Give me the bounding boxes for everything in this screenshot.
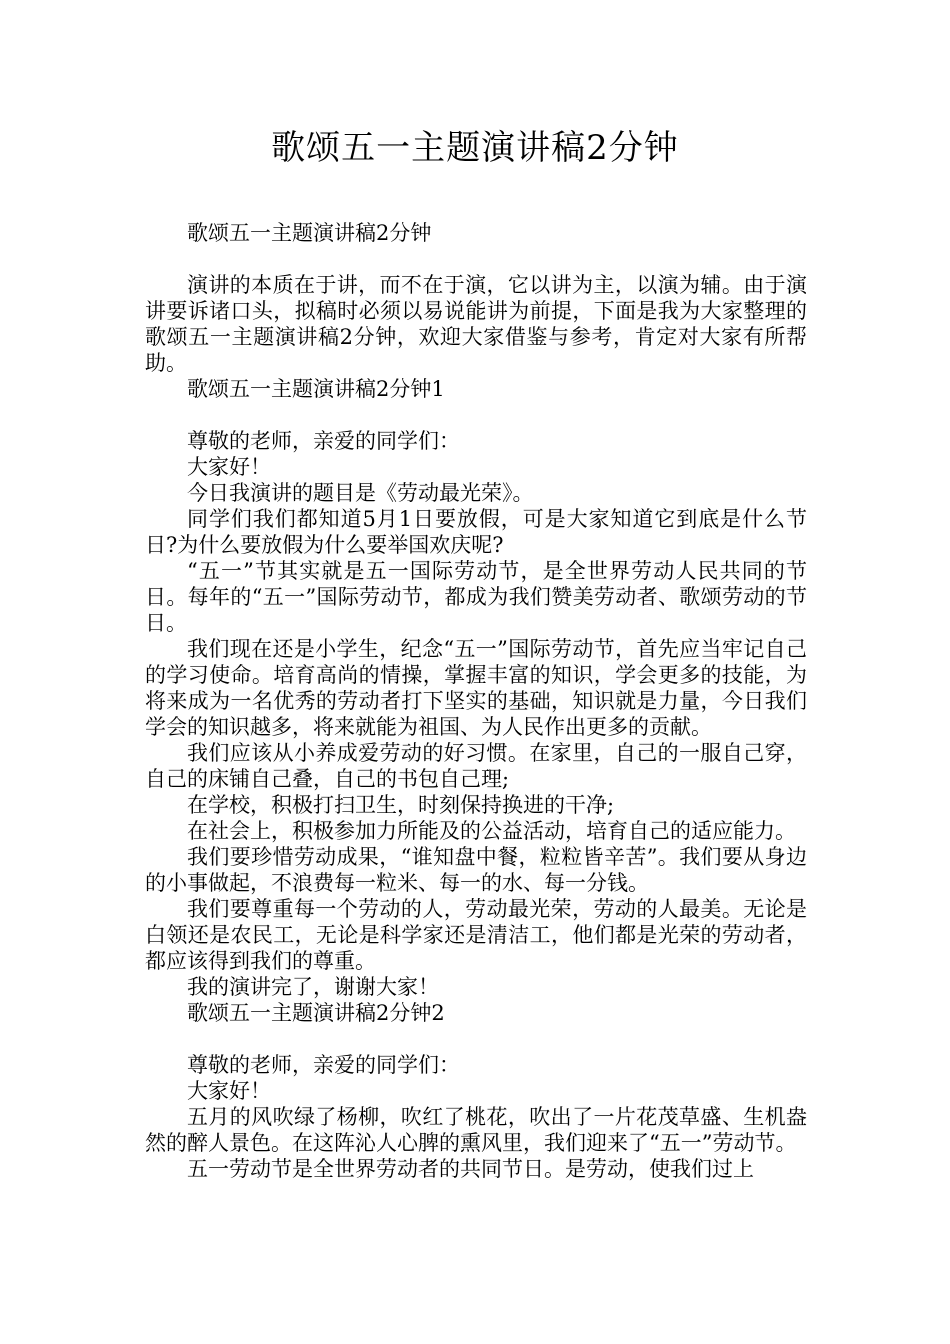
section-heading-1: 歌颂五一主题演讲稿2分钟1 [187, 377, 445, 401]
body-paragraph: 我们应该从小养成爱劳动的好习惯。在家里，自己的一服自己穿，自己的床铺自己叠，自己的书包自己理; [145, 741, 807, 791]
salutation-paragraph: 尊敬的老师，亲爱的同学们： [187, 429, 460, 453]
body-paragraph: 五月的风吹绿了杨柳，吹红了桃花，吹出了一片花茂草盛、生机盎然的醉人景色。在这阵沁人心脾的熏风里，我们迎来了“五一”劳动节。 [145, 1105, 807, 1155]
body-paragraph: 在社会上，积极参加力所能及的公益活动，培育自己的适应能力。 [187, 819, 796, 843]
document-title: 歌颂五一主题演讲稿2分钟 [271, 128, 679, 168]
body-paragraph: “五一”节其实就是五一国际劳动节，是全世界劳动人民共同的节日。每年的“五一”国际劳动节，都成为我们赞美劳动者、歌颂劳动的节日。 [145, 559, 807, 635]
body-paragraph: 我们要珍惜劳动成果，“谁知盘中餐，粒粒皆辛苦”。我们要从身边的小事做起，不浪费每一粒米、每一的水、每一分钱。 [145, 845, 807, 895]
body-paragraph: 在学校，积极打扫卫生，时刻保持换进的干净; [187, 793, 615, 817]
body-paragraph: 我们现在还是小学生，纪念“五一”国际劳动节，首先应当牢记自己的学习使命。培育高尚的情操，掌握丰富的知识，学会更多的技能，为将来成为一名优秀的劳动者打下坚实的基础，知识就是力量，今日我们学会的知识越多，将来就能为祖国、为人民作出更多的贡献。 [145, 637, 807, 739]
body-paragraph: 五一劳动节是全世界劳动者的共同节日。是劳动，使我们过上 [187, 1157, 754, 1181]
closing-paragraph: 我的演讲完了，谢谢大家！ [187, 975, 439, 999]
body-paragraph: 同学们我们都知道5月1日要放假，可是大家知道它到底是什么节日?为什么要放假为什么要举国欢庆呢? [145, 507, 807, 557]
section-heading-2: 歌颂五一主题演讲稿2分钟2 [187, 1001, 445, 1025]
document-body [145, 220, 807, 1182]
body-paragraph: 我们要尊重每一个劳动的人，劳动最光荣，劳动的人最美。无论是白领还是农民工，无论是科学家还是清洁工，他们都是光荣的劳动者，都应该得到我们的尊重。 [145, 897, 807, 973]
salutation-paragraph: 尊敬的老师，亲爱的同学们： [187, 1053, 460, 1077]
greeting-paragraph: 大家好！ [187, 455, 271, 479]
subtitle-paragraph: 歌颂五一主题演讲稿2分钟 [187, 221, 432, 245]
intro-paragraph: 演讲的本质在于讲，而不在于演，它以讲为主，以演为辅。由于演讲要诉诸口头，拟稿时必须以易说能讲为前提，下面是我为大家整理的歌颂五一主题演讲稿2分钟，欢迎大家借鉴与参考，肯定对大家有所帮助。 [145, 273, 807, 375]
greeting-paragraph: 大家好！ [187, 1079, 271, 1103]
body-paragraph: 今日我演讲的题目是《劳动最光荣》。 [187, 481, 534, 505]
